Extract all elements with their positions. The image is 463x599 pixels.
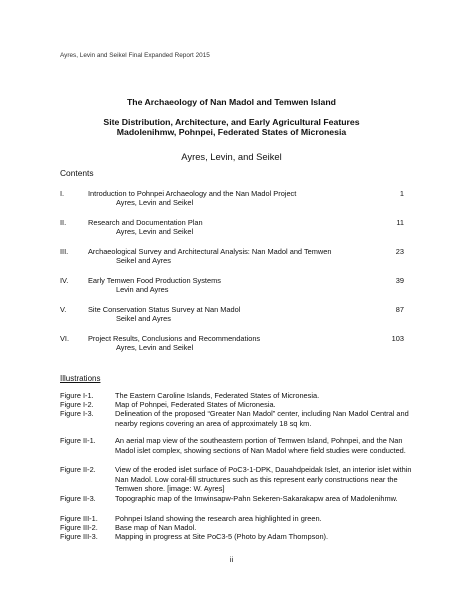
toc-authors: Seikel and Ayres xyxy=(116,314,171,323)
toc-number: I. xyxy=(60,189,65,198)
figure-label: Figure I-2. xyxy=(60,400,94,409)
figure-caption: The Eastern Caroline Islands, Federated States of Micronesia. xyxy=(115,391,320,400)
toc-title: Early Temwen Food Production Systems xyxy=(88,276,221,285)
toc-authors: Ayres, Levin and Seikel xyxy=(116,343,194,352)
toc-page-number: 39 xyxy=(395,276,404,285)
toc-authors: Ayres, Levin and Seikel xyxy=(116,198,194,207)
figure-label: Figure II-1. xyxy=(60,436,96,445)
figure-caption: An aerial map view of the southeastern portion of Temwen Island, Pohnpei, and the Nan Madol islet complex, showing sections of Nan Madol where field studies were conducted. xyxy=(115,436,406,455)
illustrations-heading: Illustrations xyxy=(60,374,101,383)
figure-caption: View of the eroded islet surface of PoC3-1-DPK, Dauahdpeidak Islet, an interior islet within Nan Madol. Low coral-fill structures such as this represent early constructions near the Temwen shore. [image: W. Ayres] xyxy=(115,465,412,494)
figure-label: Figure I-3. xyxy=(60,409,94,418)
toc-title: Research and Documentation Plan xyxy=(88,218,203,227)
running-header: Ayres, Levin and Seikel Final Expanded Report 2015 xyxy=(60,52,210,59)
toc-page-number: 11 xyxy=(396,218,404,227)
document-subtitle-line-2: Madolenihmw, Pohnpei, Federated States of Micronesia xyxy=(116,127,347,137)
figure-caption: Map of Pohnpei, Federated States of Micronesia. xyxy=(115,400,276,409)
document-title: The Archaeology of Nan Madol and Temwen Island xyxy=(126,97,336,107)
figure-caption: Mapping in progress at Site PoC3-5 (Photo by Adam Thompson). xyxy=(115,532,329,541)
figure-label: Figure III-2. xyxy=(60,523,98,532)
figure-label: Figure I-1. xyxy=(60,391,94,400)
figure-caption: Base map of Nan Madol. xyxy=(115,523,197,532)
figure-label: Figure II-3. xyxy=(60,494,96,503)
figure-label: Figure III-3. xyxy=(60,532,98,541)
toc-title: Project Results, Conclusions and Recommendations xyxy=(88,334,261,343)
toc-page-number: 23 xyxy=(395,247,404,256)
toc-authors: Ayres, Levin and Seikel xyxy=(116,227,194,236)
toc-number: IV. xyxy=(60,276,69,285)
figure-caption: Topographic map of the Imwinsapw-Pahn Sekeren-Sakarakapw area of Madolenihmw. xyxy=(115,494,398,503)
document-subtitle-line-1: Site Distribution, Architecture, and Early Agricultural Features xyxy=(103,117,360,127)
toc-title: Site Conservation Status Survey at Nan Madol xyxy=(88,305,241,314)
toc-page-number: 87 xyxy=(395,305,404,314)
toc-number: V. xyxy=(60,305,67,314)
toc-authors: Levin and Ayres xyxy=(116,285,169,294)
toc-number: II. xyxy=(60,218,67,227)
toc-page-number: 1 xyxy=(399,189,404,198)
toc-title: Archaeological Survey and Architectural Analysis: Nan Madol and Temwen xyxy=(88,247,332,256)
figure-caption: Pohnpei Island showing the research area highlighted in green. xyxy=(115,514,322,523)
toc-number: III. xyxy=(60,247,69,256)
toc-page-number: 103 xyxy=(391,334,404,343)
toc-title: Introduction to Pohnpei Archaeology and the Nan Madol Project xyxy=(88,189,297,198)
figure-label: Figure II-2. xyxy=(60,465,96,474)
figure-caption: Delineation of the proposed “Greater Nan Madol” center, including Nan Madol Central and nearby regions covering an area of approximately 18 sq km. xyxy=(115,409,409,428)
figure-label: Figure III-1. xyxy=(60,514,98,523)
contents-heading: Contents xyxy=(60,168,94,178)
document-authors: Ayres, Levin, and Seikel xyxy=(181,151,282,162)
page-number: ii xyxy=(229,555,234,564)
toc-number: VI. xyxy=(60,334,70,343)
toc-authors: Seikel and Ayres xyxy=(116,256,171,265)
